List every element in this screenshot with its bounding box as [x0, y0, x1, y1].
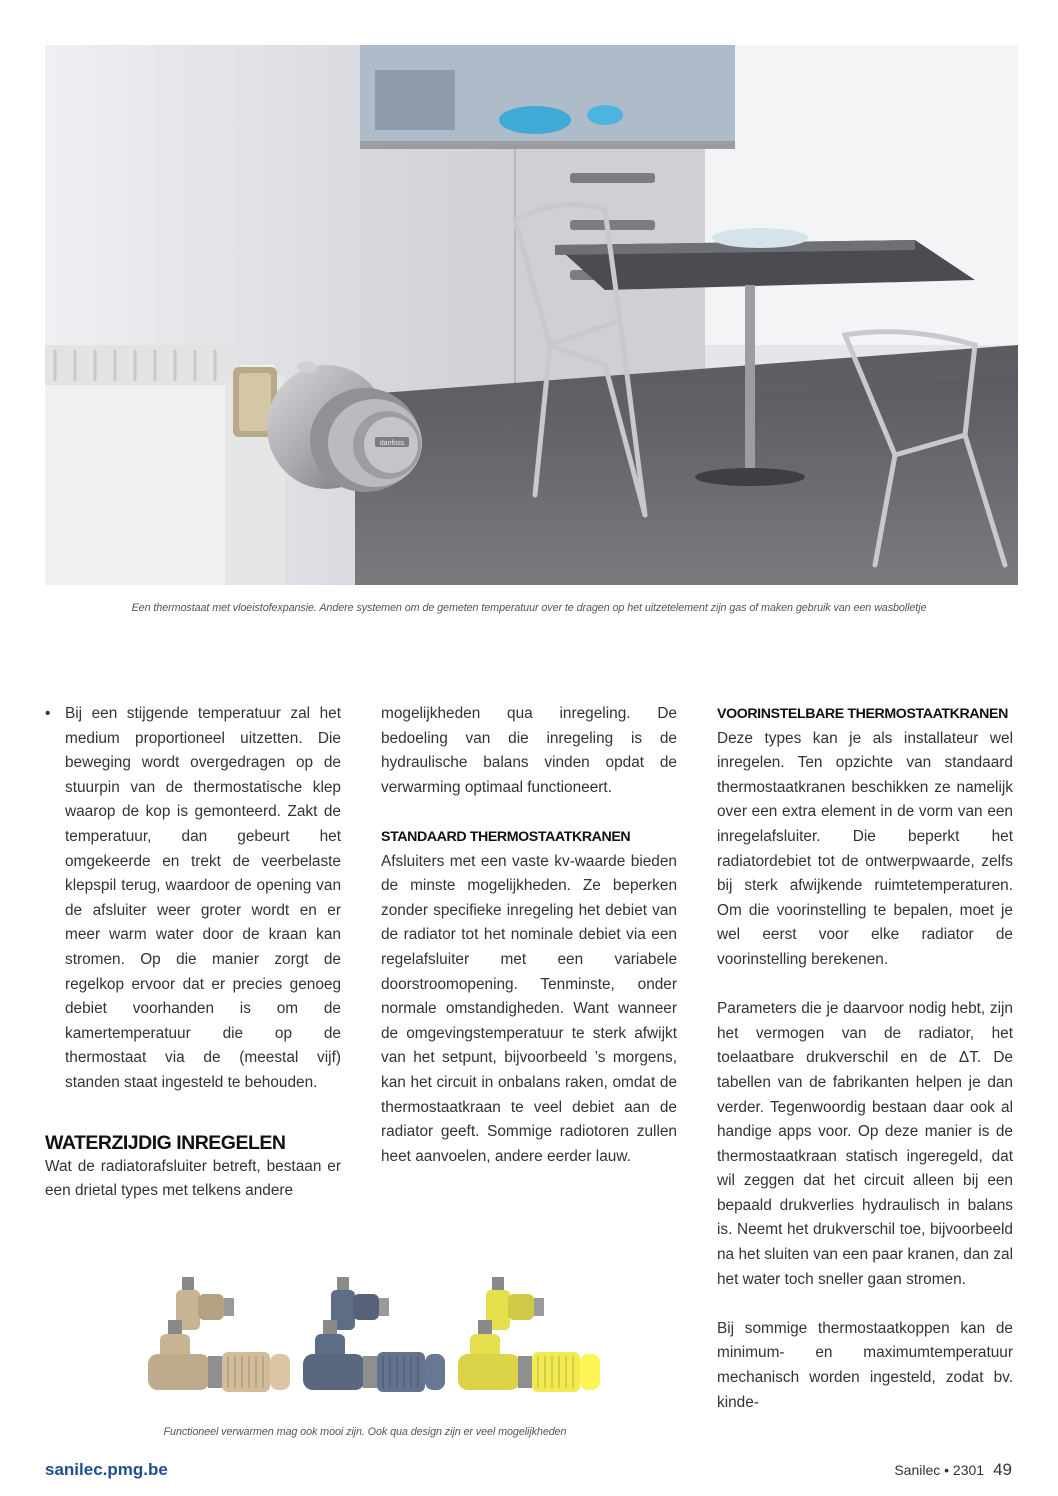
text-column-1	[45, 702, 341, 1204]
paragraph: Wat de radiatorafsluiter betreft, bestaan er een drietal types met telkens andere	[45, 1157, 341, 1200]
paragraph: Bij sommige thermostaatkoppen kan de minimum- en maximumtemperatuur mechanisch worden ingesteld, zodat bv. kinde-	[717, 1319, 1013, 1411]
valve-products-illustration	[140, 1272, 620, 1412]
section-heading-standaard: STANDAARD THERMOSTAATKRANEN	[381, 828, 631, 845]
product-photo	[140, 1272, 620, 1412]
section-heading-waterzijdig: WATERZIJDIG INREGELEN	[45, 1131, 286, 1154]
kitchen-scene-illustration	[45, 45, 1018, 585]
bullet-paragraph: • Bij een stijgende temperatuur zal het medium proportioneel uitzetten. Die beweging wordt overgedragen op de stuurpin van de thermostatische klep waarop de kop is gemonteerd. Zakt de temperatuur, dan gebeurt het omgekeerde en trekt de veerbelaste klepspil terug, waardoor de opening van de afsluiter weer groter wordt en er meer warm water door de kraan kan stromen. Op die manier zorgt de regelkop ervoor dat er precies genoeg debiet voorhanden is om de kamertemperatuur die op de thermostaat via de (meestal vijf) standen staat ingesteld te behouden.	[45, 702, 341, 1096]
paragraph: mogelijkheden qua inregeling. De bedoeling van die inregeling is de hydraulische balans vinden opdat de verwarming optimaal functioneert.	[381, 705, 677, 796]
text-column-3	[717, 702, 1013, 1415]
knob-brand-label: danfoss	[379, 440, 405, 447]
hero-caption: Een thermostaat met vloeistofexpansie. Andere systemen om de gemeten temperatuur over te dragen op het uitzetelement zijn gas of maken gebruik van een wasbolletje	[131, 602, 927, 614]
valve-set-2	[303, 1277, 445, 1392]
paragraph: Parameters die je daarvoor nodig hebt, zijn het vermogen van de radiator, het toelaatbare drukverschil en de ΔT. De tabellen van de fabrikanten helpen je dan verder. Tegenwoordig bestaan daar ook al handige apps voor. Op deze manier is de thermostaatkraan statisch ingeregeld, dat wil zeggen dat het circuit alleen bij een bepaald drukverlies hydraulisch in balans is. Neemt het drukverschil toe, bijvoorbeeld na het sluiten van een paar kranen, dan zal het water toch sneller gaan stromen.	[717, 1000, 1013, 1288]
valve-set-1	[148, 1277, 290, 1392]
issue-label: Sanilec • 2301	[894, 1462, 985, 1478]
valve-set-3	[458, 1277, 600, 1392]
paragraph: Afsluiters met een vaste kv-waarde bieden de minste mogelijkheden. Ze beperken zonder specifieke inregeling het debiet van de radiator tot het nominale debiet via een regelafsluiter met een variabele doorstroomopening. Tenminste, onder normale omstandigheden. Want wanneer de omgevingstemperatuur te sterk afwijkt van het setpunt, bijvoorbeeld ’s morgens, kan het circuit in onbalans raken, omdat de thermostaatkraan te veel debiet aan de radiator geeft. Sommige radiotoren zullen heet aanvoelen, andere eerder lauw.	[381, 852, 677, 1165]
product-caption: Functioneel verwarmen mag ook mooi zijn. Ook qua design zijn er veel mogelijkheden	[163, 1426, 567, 1438]
footer-issue	[894, 1460, 1012, 1480]
page-number: 49	[993, 1460, 1012, 1479]
footer-website: sanilec.pmg.be	[45, 1460, 168, 1479]
hero-photo	[45, 45, 1018, 585]
section-heading-voorinstelbare: VOORINSTELBARE THERMOSTAATKRANEN	[717, 706, 1008, 722]
paragraph: Deze types kan je als installateur wel inregelen. Ten opzichte van standaard thermostaatkranen beschikken ze namelijk over een extra element in de vorm van een inregelafsluiter. Die beperkt het radiatordebiet tot de ontwerpwaarde, zelfs bij sterk afwijkende ruimtetemperaturen. Om die voorinstelling te bepalen, moet je wel eerst voor elke radiator de voorinstelling berekenen.	[717, 729, 1013, 968]
text-column-2	[381, 702, 677, 1169]
